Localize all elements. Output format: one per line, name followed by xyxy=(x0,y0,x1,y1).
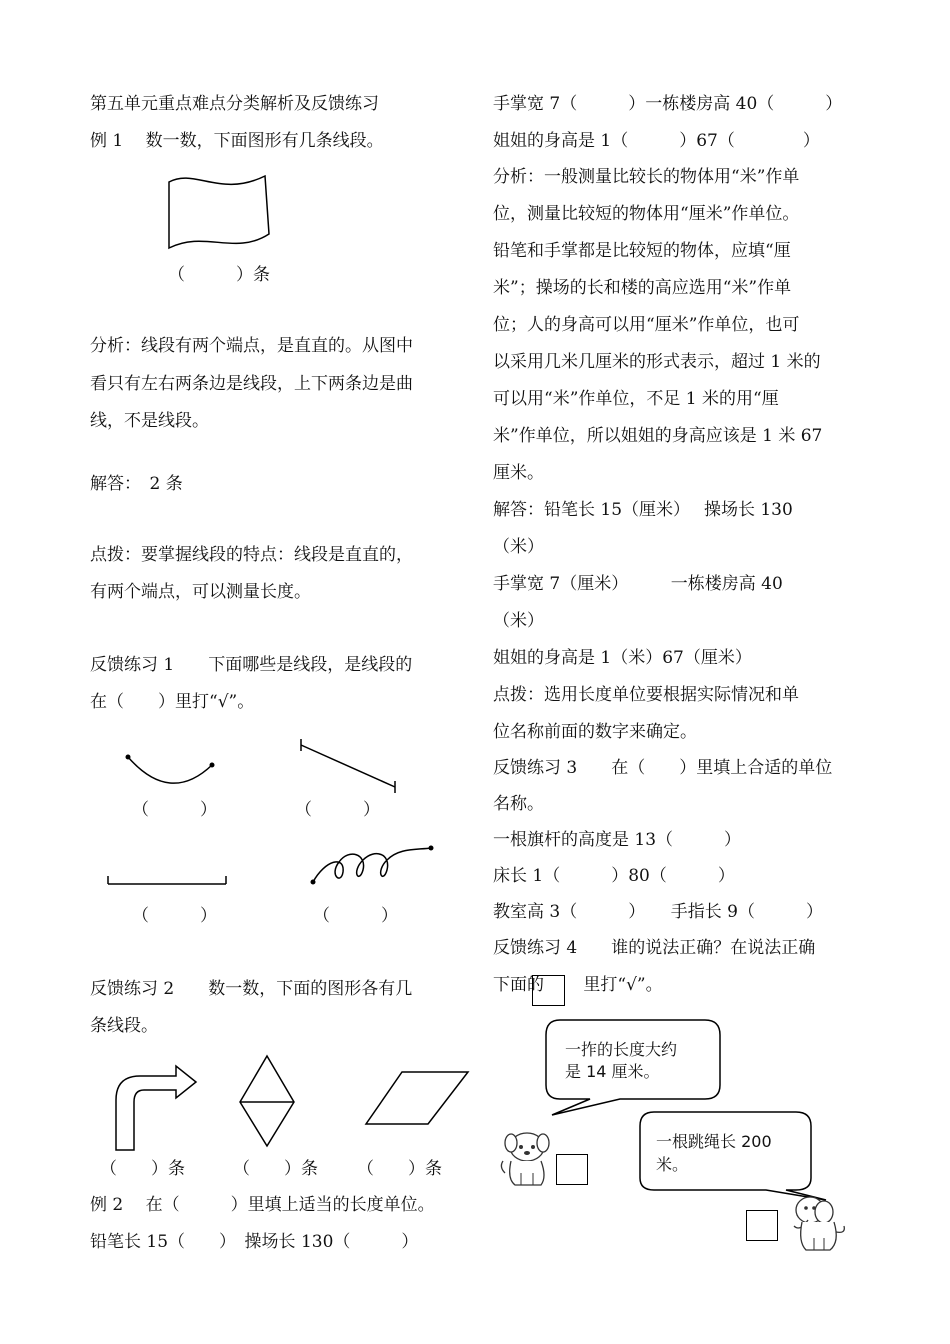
feedback-2-line: 反馈练习 2 数一数，下面的图形各有几 xyxy=(90,979,413,999)
right-line: 姐姐的身高是 1（米）67（厘米） xyxy=(493,648,752,668)
tip-1-line: 有两个端点，可以测量长度。 xyxy=(90,582,311,602)
right-line: 手掌宽 7（ ）一栋楼房高 40（ ） xyxy=(493,94,843,114)
right-line: 教室高 3（ ） 手指长 9（ ） xyxy=(493,902,823,922)
feedback-1-line: 反馈练习 1 下面哪些是线段，是线段的 xyxy=(90,655,413,675)
right-line: 点拨：选用长度单位要根据实际情况和单 xyxy=(493,685,799,705)
right-line: 手掌宽 7（厘米） 一栋楼房高 40 xyxy=(493,574,783,594)
right-line: 反馈练习 4 谁的说法正确？在说法正确 xyxy=(493,938,816,958)
analysis-1-line: 线，不是线段。 xyxy=(90,411,209,431)
rhombus-figure xyxy=(236,1052,298,1150)
inline-checkbox-square xyxy=(532,975,565,1006)
right-line: 以采用几米几厘米的形式表示，超过 1 米的 xyxy=(493,352,821,372)
right-line: 位；人的身高可以用“厘米”作单位，也可 xyxy=(493,315,800,335)
puppy-icon xyxy=(497,1127,555,1192)
example-1-question: 例 1 数一数，下面图形有几条线段。 xyxy=(90,131,384,151)
bent-arrow-figure xyxy=(108,1062,203,1154)
right-line: 铅笔和手掌都是比较短的物体，应填“厘 xyxy=(493,241,791,261)
elephant-icon xyxy=(786,1192,850,1254)
answer-checkbox-2[interactable] xyxy=(746,1210,778,1241)
right-line: 可以用“米”作单位，不足 1 米的用“厘 xyxy=(493,389,779,409)
arc-figure xyxy=(120,745,230,795)
spiral-figure xyxy=(305,840,440,890)
right-line: 米”作单位，所以姐姐的身高应该是 1 米 67 xyxy=(493,426,823,446)
feedback-2-blank: （ ）条 xyxy=(357,1159,442,1179)
bubble-1-text: 是 14 厘米。 xyxy=(565,1062,660,1081)
feedback-2-blank: （ ）条 xyxy=(100,1159,185,1179)
segment-figure xyxy=(295,735,405,795)
right-line: 姐姐的身高是 1（ ）67（ ） xyxy=(493,131,820,151)
answer-1: 解答： 2 条 xyxy=(90,474,183,494)
example-2-line: 铅笔长 15（ ） 操场长 130（ ） xyxy=(90,1232,419,1252)
bubble-1-text: 一拃的长度大约 xyxy=(565,1040,678,1059)
feedback-1-blank: （ ） xyxy=(313,906,398,926)
right-line: （米） xyxy=(493,611,544,631)
feedback-1-blank: （ ） xyxy=(132,906,217,926)
feedback-1-blank: （ ） xyxy=(295,800,380,820)
tip-1-line: 点拨：要掌握线段的特点：线段是直直的， xyxy=(90,545,413,565)
right-line: 反馈练习 3 在（ ）里填上合适的单位 xyxy=(493,758,833,778)
analysis-1-line: 看只有左右两条边是线段，上下两条边是曲 xyxy=(90,374,413,394)
feedback-2-blank: （ ）条 xyxy=(233,1159,318,1179)
feedback-1-blank: （ ） xyxy=(132,800,217,820)
analysis-1-line: 分析：线段有两个端点，是直直的。从图中 xyxy=(90,336,413,356)
answer-checkbox-1[interactable] xyxy=(556,1154,588,1185)
right-line: 厘米。 xyxy=(493,463,544,483)
right-line: 名称。 xyxy=(493,794,544,814)
right-line: 解答：铅笔长 15（厘米） 操场长 130 xyxy=(493,500,793,520)
right-line: （米） xyxy=(493,537,544,557)
page-title: 第五单元重点难点分类解析及反馈练习 xyxy=(90,94,379,114)
right-line: 一根旗杆的高度是 13（ ） xyxy=(493,830,742,850)
right-line: 分析：一般测量比较长的物体用“米”作单 xyxy=(493,167,800,187)
right-line: 位名称前面的数字来确定。 xyxy=(493,722,697,742)
right-line: 位，测量比较短的物体用“厘米”作单位。 xyxy=(493,204,800,224)
right-line: 床长 1（ ）80（ ） xyxy=(493,866,735,886)
bubble-2-text: 米。 xyxy=(656,1155,689,1174)
trapezoid-figure xyxy=(362,1066,472,1128)
example-1-blank: （ ）条 xyxy=(168,265,270,285)
curved-shape-figure xyxy=(165,168,275,253)
right-line: 米”；操场的长和楼的高应选用“米”作单 xyxy=(493,278,792,298)
feedback-2-line: 条线段。 xyxy=(90,1016,158,1036)
ray-figure xyxy=(100,870,240,890)
bubble-2-text: 一根跳绳长 200 xyxy=(656,1132,772,1151)
feedback-1-line: 在（ ）里打“√”。 xyxy=(90,692,255,712)
right-line: 下面的 里打“√”。 xyxy=(493,975,663,995)
example-2-question: 例 2 在（ ）里填上适当的长度单位。 xyxy=(90,1195,435,1215)
